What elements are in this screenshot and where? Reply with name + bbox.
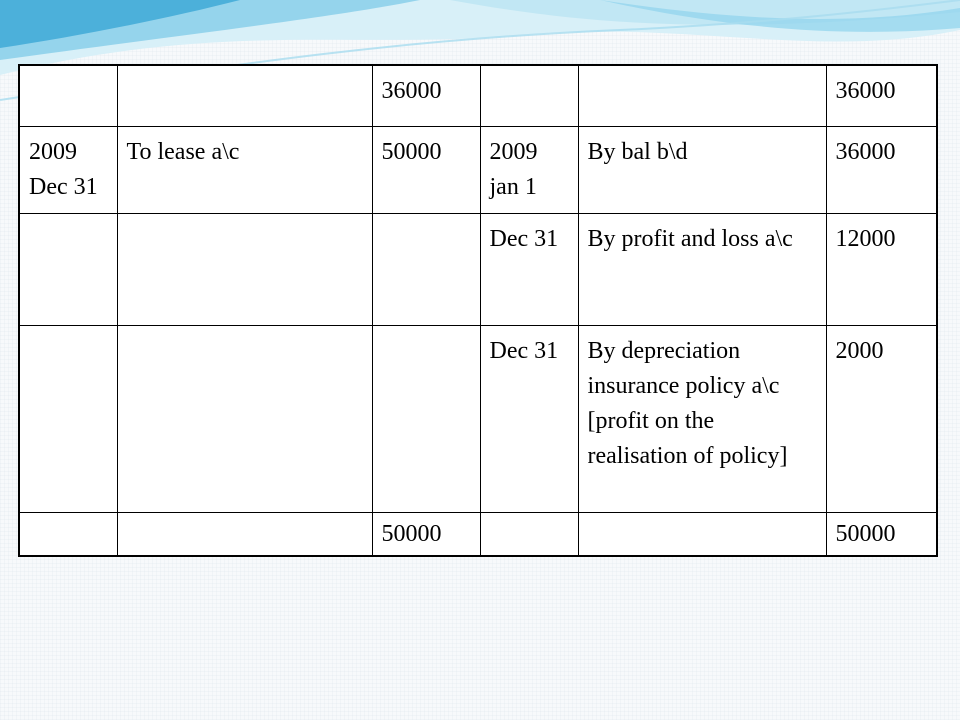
cr-particulars-cell <box>578 513 826 557</box>
dr-date-cell <box>19 214 117 326</box>
cr-date-cell <box>480 513 578 557</box>
table-row <box>19 214 937 326</box>
dr-amount-cell: 36000 <box>372 65 480 127</box>
table-row <box>19 127 937 214</box>
table-row <box>19 65 937 127</box>
cr-date-cell: Dec 31 <box>480 214 578 326</box>
cr-amount-cell: 36000 <box>826 127 937 214</box>
dr-particulars-cell: To lease a\c <box>117 127 372 214</box>
cr-date-cell <box>480 65 578 127</box>
dr-date-cell <box>19 326 117 513</box>
cr-date-cell: Dec 31 <box>480 326 578 513</box>
cr-date-cell: 2009 jan 1 <box>480 127 578 214</box>
table-row <box>19 326 937 513</box>
dr-particulars-cell <box>117 513 372 557</box>
dr-particulars-cell <box>117 214 372 326</box>
dr-amount-cell: 50000 <box>372 127 480 214</box>
cr-particulars-cell: By depreciation insurance policy a\c [profit on the realisation of policy] <box>578 326 826 513</box>
dr-total-cell: 50000 <box>372 513 480 557</box>
cr-particulars-cell <box>578 65 826 127</box>
dr-particulars-cell <box>117 326 372 513</box>
cr-amount-cell: 12000 <box>826 214 937 326</box>
dr-particulars-cell <box>117 65 372 127</box>
cr-total-cell: 50000 <box>826 513 937 557</box>
dr-amount-cell <box>372 214 480 326</box>
dr-amount-cell <box>372 326 480 513</box>
dr-date-cell: 2009 Dec 31 <box>19 127 117 214</box>
dr-date-cell <box>19 65 117 127</box>
cr-amount-cell: 2000 <box>826 326 937 513</box>
cr-particulars-cell: By bal b\d <box>578 127 826 214</box>
dr-date-cell <box>19 513 117 557</box>
ledger-table <box>18 64 938 557</box>
cr-amount-cell: 36000 <box>826 65 937 127</box>
totals-row <box>19 513 937 557</box>
cr-particulars-cell: By profit and loss a\c <box>578 214 826 326</box>
